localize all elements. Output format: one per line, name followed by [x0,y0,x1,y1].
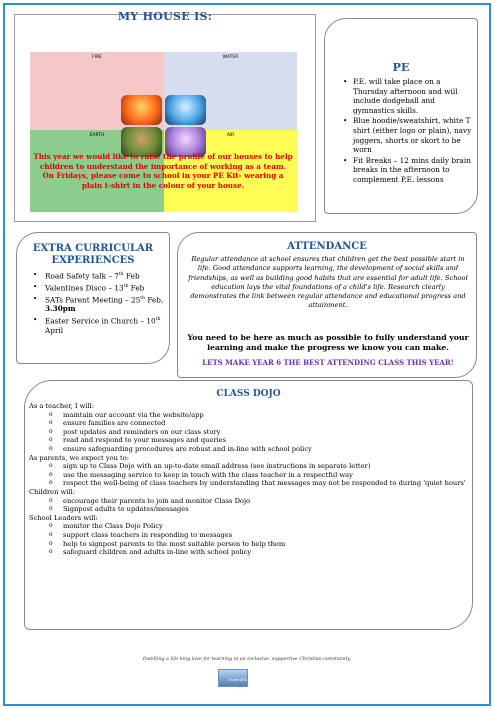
pe-list [343,77,477,186]
extra-curricular-title: EXTRA CURRICULAR EXPERIENCES [32,243,154,266]
event-tail: April [45,325,64,335]
list-item: o encourage their parents to join and monitor Class Dojo [49,497,469,506]
list-item: • Blue hoodie/sweatshirt, white T shirt (either logo or plain), navy joggers, shorts or skort to be worn [343,116,477,154]
list-item: o use the messaging service to keep in touch with the class teacher in a respectful way [49,471,469,480]
water-character-image [165,95,206,125]
pe-title: PE [392,61,410,74]
school-logo-text: Forest AFIZ [229,678,247,682]
event-text: Easter Service in Church – 10 [45,316,156,326]
list-item: • P.E. will take place on a Thursday afternoon and will include dodgeball and gymnastics skills. [343,77,477,115]
event-time: 3.30pm [45,304,76,314]
house-message-line-2: On Fridays, please come to school in your PE Kit- wearing a plain t-shirt in the colour of your house. [42,171,284,190]
list-item: o help to signpost parents to the most suitable person to help them [49,540,469,549]
attendance-body: Regular attendance at school ensures that children get the best possible start in life. Good attendance supports learning, the development of social skills and friendships, as well as building good habits that are essential for adult life. School education lays the vital foundations of a child's life. Research clearly demonstrates the link between regular attendance and educational progress and attainment. [188,255,468,310]
extra-curricular-list [31,270,169,336]
extra-curricular-panel [16,232,170,364]
event-tail: Feb, [145,295,164,305]
class-dojo-body [29,402,469,557]
class-dojo-panel [24,380,473,630]
list-item: o read and respond to your messages and queries [49,436,469,445]
list-item [31,315,169,335]
list-item: o sign up to Class Dojo with an up-to-date email address (see instructions in separate letter) [49,462,469,471]
school-motto: Instilling a life-long love for learning in an inclusive, supportive Christian community. [142,657,352,662]
list-item: o ensure safeguarding procedures are robust and in-line with school policy [49,445,469,454]
list-item: o support class teachers in responding to messages [49,531,469,540]
leaders-heading: School Leaders will: [29,513,98,522]
event-text: SATs Parent Meeting – 25 [45,295,141,305]
list-item: • Fit Breaks – 12 mins daily brain breaks in the afternoon to complement P.E. lessons [343,156,477,185]
leaders-list [49,522,469,556]
list-item: o ensure families are connected [49,419,469,428]
quadrant-air-label: AIR [226,133,235,138]
attendance-slogan: LETS MAKE YEAR 6 THE BEST ATTENDING CLASS THIS YEAR! [202,358,454,367]
list-item [31,270,169,281]
attendance-emphasis: You need to be here as much as possible to fully understand your learning and make the progress we know you can make. [187,333,469,353]
list-item: o maintain our account via the website/app [49,411,469,420]
attendance-title: ATTENDANCE [287,241,367,252]
teacher-list [49,411,469,454]
event-text: Road Safety talk – 7 [45,271,119,281]
event-ordinal: th [140,295,145,301]
list-item: o respect the well-being of class teachers by understanding that messages may not be responded to during 'quiet hours' [49,479,469,488]
list-item: o safeguard children and adults in-line with school policy [49,548,469,557]
list-item: o post updates and reminders on our class story [49,428,469,437]
house-characters-image [121,95,207,157]
quadrant-fire-label: FIRE [92,55,102,60]
event-ordinal: th [155,316,161,322]
parent-list [49,462,469,488]
pe-panel [324,18,478,214]
list-item [31,294,169,314]
quadrant-water-label: WATER [222,55,239,60]
school-logo [218,669,248,687]
children-heading: Children will: [29,487,75,496]
event-ordinal: th [123,283,129,289]
fire-character-image [121,95,162,125]
parent-heading: As parents, we expect you to: [29,453,130,462]
list-item: o monitor the Class Dojo Policy [49,522,469,531]
quadrant-earth-label: EARTH [89,133,105,138]
list-item [31,282,169,293]
house-message-line-1: This year we would like to raise the profile of our houses to help children to understand the importance of working as a team. [33,152,293,171]
event-tail: Feb [128,283,145,293]
house-message [32,152,294,190]
event-ordinal: th [118,272,124,277]
class-dojo-title: CLASS DOJO [216,389,281,399]
house-title: MY HOUSE IS: [117,10,213,23]
event-tail: Feb [123,271,140,281]
attendance-panel [177,232,477,378]
list-item: o Signpost adults to updates/messages [49,505,469,514]
teacher-heading: As a teacher, I will: [29,402,95,410]
children-list [49,497,469,514]
event-text: Valentines Disco – 13 [45,283,124,293]
